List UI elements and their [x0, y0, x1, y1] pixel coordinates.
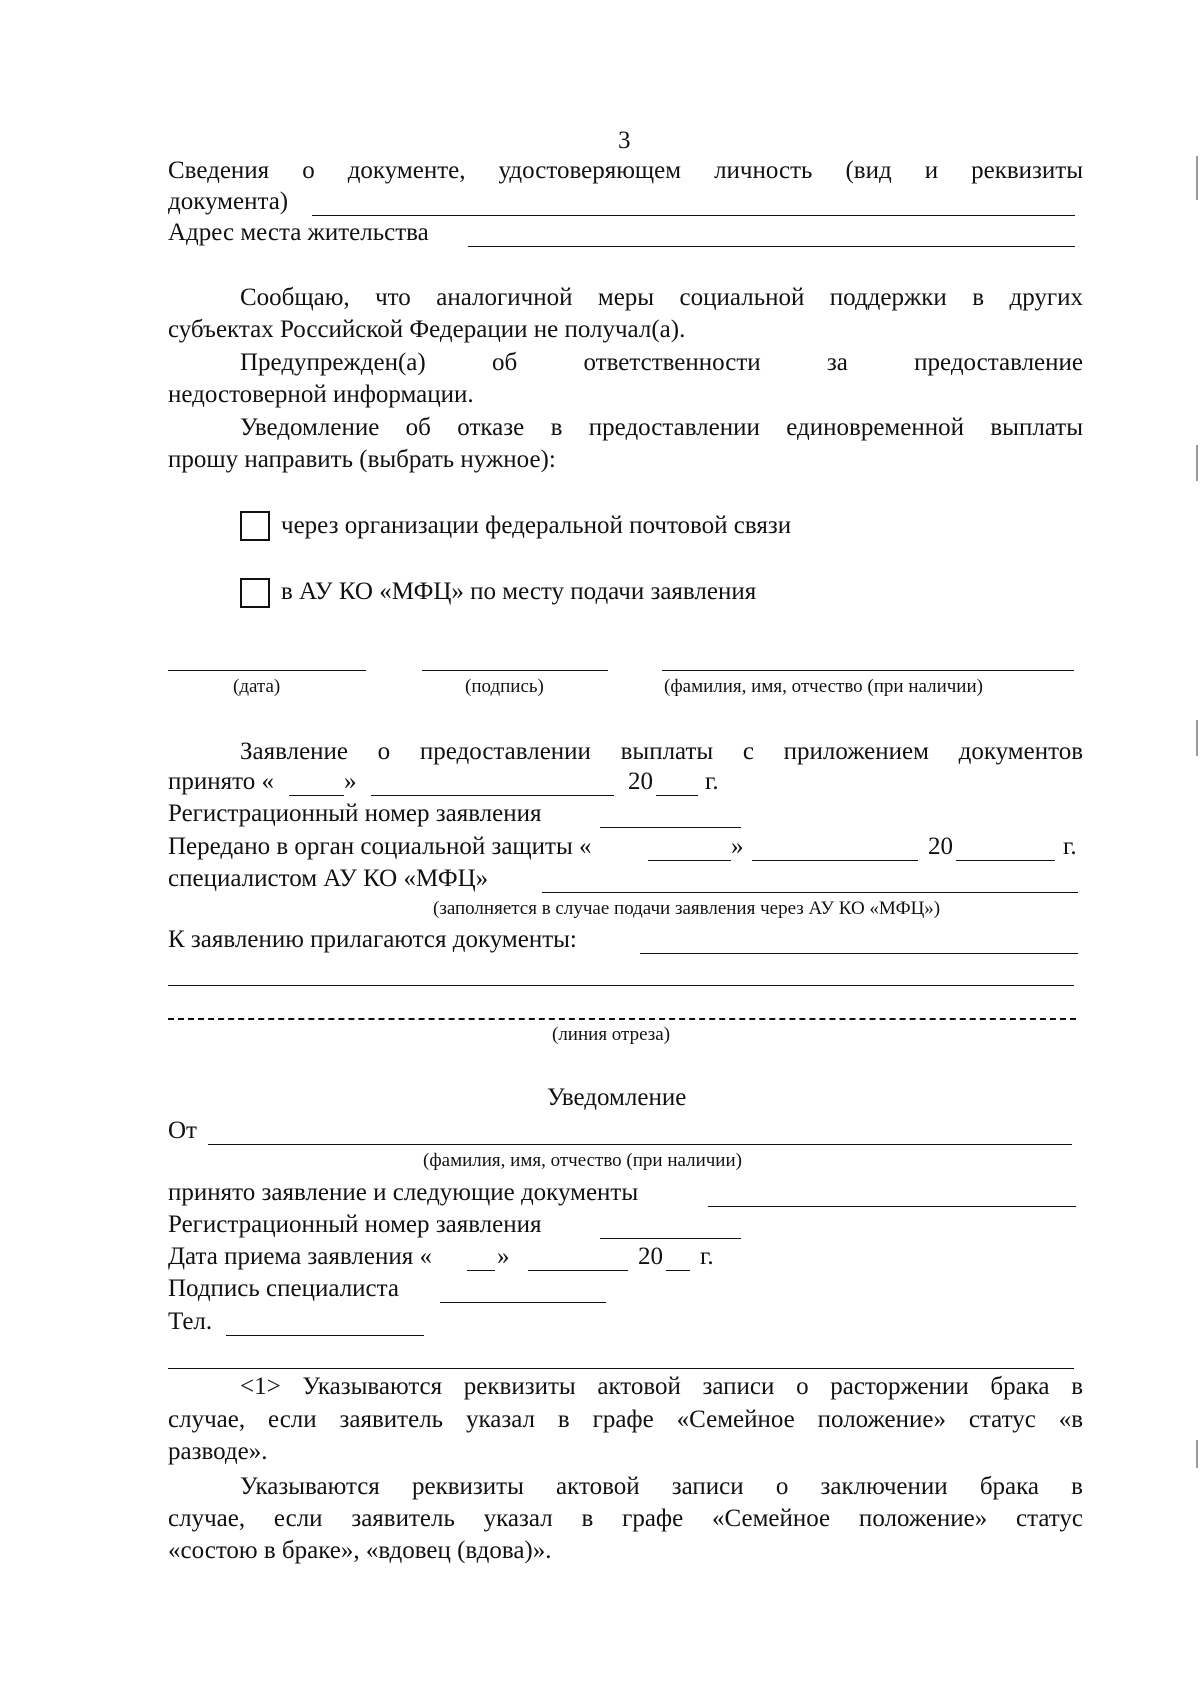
footnote-2-end: «состою в браке», «вдовец (вдова)».	[168, 1537, 552, 1564]
accepted-year-suffix: г.	[705, 768, 719, 795]
notice-reg-number-field[interactable]	[600, 1238, 741, 1239]
checkbox-mfc[interactable]	[240, 578, 270, 608]
statement-warned-cont: недостоверной информации.	[168, 381, 474, 408]
accepted-year-field[interactable]	[656, 795, 698, 796]
specialist-caption: (заполняется в случае подачи заявления через АУ КО «МФЦ»)	[433, 898, 941, 919]
statement-notice-request: Уведомление об отказе в предоставлении единовременной выплаты	[240, 414, 1083, 441]
accepted-prefix: принято «	[168, 768, 274, 795]
notice-from-field[interactable]	[208, 1144, 1072, 1145]
signature-caption: (подпись)	[465, 676, 544, 697]
accepted-close-quote: »	[344, 768, 357, 795]
statement-no-duplicate-cont: субъектах Российской Федерации не получал(а).	[168, 316, 686, 343]
footnote-1-end: разводе».	[168, 1438, 268, 1465]
fullname-caption: (фамилия, имя, отчество (при наличии)	[664, 676, 983, 697]
footnote-separator	[168, 1368, 1074, 1369]
date-field[interactable]	[168, 670, 366, 671]
notice-year-suffix: г.	[700, 1243, 714, 1270]
notice-phone-label: Тел.	[168, 1308, 213, 1335]
footnote-1-cont: случае, если заявитель указал в графе «Семейное положение» статус «в	[168, 1406, 1083, 1433]
footnote-2: Указываются реквизиты актовой записи о заключении брака в	[240, 1473, 1083, 1500]
notice-title: Уведомление	[547, 1084, 687, 1111]
fullname-field[interactable]	[662, 670, 1074, 671]
notice-date-close-quote: »	[497, 1243, 510, 1270]
notice-from-caption: (фамилия, имя, отчество (при наличии)	[423, 1150, 742, 1171]
footnote-1: <1> Указываются реквизиты актовой записи о расторжении брака в	[240, 1373, 1083, 1400]
address-label: Адрес места жительства	[168, 219, 429, 246]
statement-notice-request-cont: прошу направить (выбрать нужное):	[168, 446, 556, 473]
page-number: 3	[618, 127, 631, 154]
transferred-prefix: Передано в орган социальной защиты «	[168, 833, 592, 860]
statement-no-duplicate: Сообщаю, что аналогичной меры социальной поддержки в других	[240, 284, 1083, 311]
notice-date-day-field[interactable]	[467, 1270, 495, 1271]
accepted-day-field[interactable]	[289, 795, 344, 796]
scan-mark	[1196, 720, 1198, 756]
scan-mark	[1196, 1440, 1198, 1468]
reg-number-field[interactable]	[600, 827, 741, 828]
specialist-label: специалистом АУ КО «МФЦ»	[168, 865, 489, 892]
notice-accepted-docs-field[interactable]	[708, 1206, 1076, 1207]
notice-date-prefix: Дата приема заявления «	[168, 1243, 432, 1270]
identity-doc-field[interactable]	[312, 215, 1075, 216]
transferred-year-field[interactable]	[956, 860, 1055, 861]
transferred-month-field[interactable]	[752, 860, 918, 861]
specialist-field[interactable]	[542, 892, 1078, 893]
notice-date-month-field[interactable]	[528, 1270, 628, 1271]
identity-doc-label: Сведения о документе, удостоверяющем личность (вид и реквизиты	[168, 157, 1083, 184]
attached-docs-field[interactable]	[640, 953, 1078, 954]
signature-field[interactable]	[422, 670, 608, 671]
notice-year-prefix: 20	[638, 1243, 663, 1270]
attached-docs-label: К заявлению прилагаются документы:	[168, 926, 577, 953]
attached-docs-field-2[interactable]	[168, 985, 1074, 986]
transferred-close-quote: »	[731, 833, 744, 860]
transferred-year-prefix: 20	[928, 833, 953, 860]
reg-number-label: Регистрационный номер заявления	[168, 800, 542, 827]
cut-line	[168, 1018, 1076, 1020]
notice-phone-field[interactable]	[226, 1335, 424, 1336]
transferred-day-field[interactable]	[648, 860, 731, 861]
footnote-2-cont: случае, если заявитель указал в графе «Семейное положение» статус	[168, 1505, 1083, 1532]
notice-specialist-signature-field[interactable]	[440, 1302, 606, 1303]
notice-specialist-signature-label: Подпись специалиста	[168, 1275, 399, 1302]
option-postal-label: через организации федеральной почтовой связи	[281, 512, 792, 539]
date-caption: (дата)	[233, 676, 281, 697]
notice-from-label: От	[168, 1117, 197, 1144]
identity-doc-label-cont: документа)	[168, 188, 289, 215]
option-mfc-label: в АУ КО «МФЦ» по месту подачи заявления	[281, 578, 757, 605]
notice-year-field[interactable]	[666, 1270, 690, 1271]
accepted-year-prefix: 20	[628, 768, 653, 795]
scan-mark	[1196, 156, 1198, 200]
cut-line-caption: (линия отреза)	[552, 1024, 671, 1045]
statement-warned: Предупрежден(а) об ответственности за предоставление	[240, 349, 1083, 376]
notice-accepted-docs-label: принято заявление и следующие документы	[168, 1179, 639, 1206]
address-field[interactable]	[468, 246, 1075, 247]
transferred-year-suffix: г.	[1063, 833, 1077, 860]
notice-reg-number-label: Регистрационный номер заявления	[168, 1211, 542, 1238]
scan-mark	[1196, 445, 1198, 481]
accepted-month-field[interactable]	[371, 795, 614, 796]
acceptance-statement: Заявление о предоставлении выплаты с приложением документов	[240, 738, 1083, 765]
checkbox-postal[interactable]	[240, 511, 270, 541]
